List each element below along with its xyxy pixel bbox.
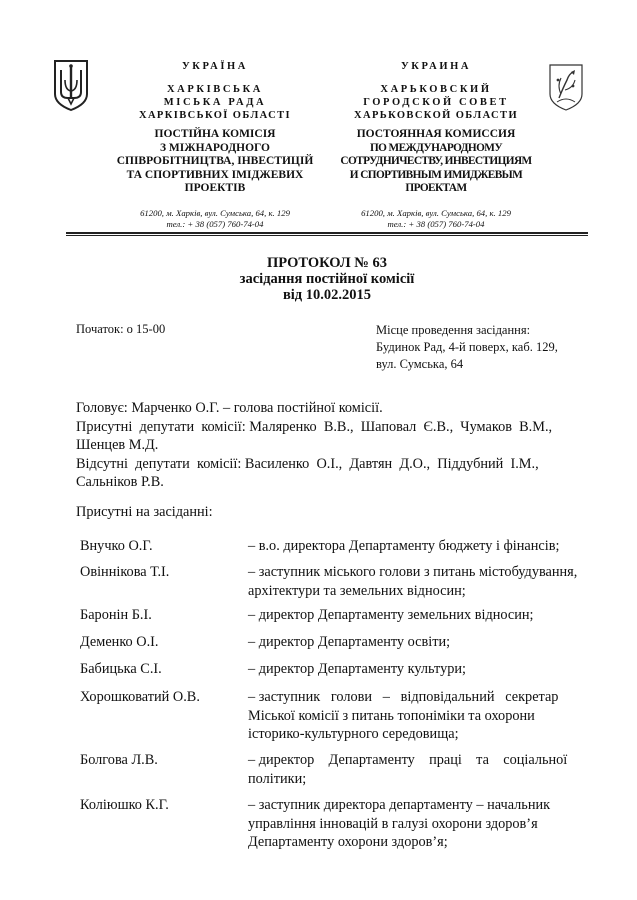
council-ru-line1: ХАРЬКОВСКИЙ	[380, 84, 492, 95]
ukraine-coat-of-arms-icon	[52, 58, 90, 112]
absent-deputies-line2: Сальніков Р.В.	[76, 474, 164, 490]
header-divider-thick	[66, 232, 588, 234]
present-deputies-line2: Шенцев М.Д.	[76, 437, 159, 453]
attendee-role	[248, 633, 588, 652]
attendee-role-line: політики;	[248, 770, 307, 787]
council-ua-line3: ХАРКІВСЬКОЇ ОБЛАСТІ	[138, 110, 292, 121]
protocol-date: від 10.02.2015	[282, 287, 372, 303]
attendee-name: Овіннікова Т.І.	[80, 564, 170, 580]
commission-ru-line4: И СПОРТИВНЫМ ИМИДЖЕВЫМ	[349, 168, 523, 181]
protocol-title: ПРОТОКОЛ № 63	[267, 255, 387, 271]
present-deputies-line1: Присутні депутати комісії: Маляренко В.В., Шаповал Є.В., Чумаков В.М.,	[76, 418, 553, 435]
attendee-role	[248, 796, 588, 852]
phone-ua: тел.: + 38 (057) 760-74-04	[166, 218, 264, 229]
attendee-name: Бабицька С.І.	[80, 661, 162, 677]
commission-ua-line3: СПІВРОБІТНИЦТВА, ІНВЕСТИЦІЙ	[116, 155, 314, 168]
commission-ru-line3: СОТРУДНИЧЕСТВУ, ИНВЕСТИЦИЯМ	[340, 155, 532, 168]
chair-line: Головує: Марченко О.Г. – голова постійної комісії.	[76, 400, 383, 416]
country-ua: УКРАЇНА	[181, 61, 248, 72]
absent-deputies-line1: Відсутні депутати комісії: Василенко О.І., Давтян Д.О., Піддубний І.М.,	[76, 455, 539, 472]
attendees-heading: Присутні на засіданні:	[76, 504, 213, 520]
attendee-role	[248, 537, 588, 556]
attendee-role-line: – директор Департаменту культури;	[248, 661, 467, 677]
council-ru-line3: ХАРЬКОВСКОЙ ОБЛАСТИ	[353, 110, 519, 121]
commission-ru-line5: ПРОЕКТАМ	[405, 182, 467, 195]
attendee-role-line: Департаменту охорони здоров’я;	[248, 834, 448, 850]
header-divider-thin	[66, 235, 588, 236]
meeting-place-label: Місце проведення засідання:	[376, 323, 531, 337]
meeting-place	[376, 322, 591, 373]
attendee-role	[248, 563, 588, 600]
commission-ua-line2: З МІЖНАРОДНОГО	[159, 141, 270, 154]
address-ru: 61200, м. Харків, вул. Сумська, 64, к. 129	[361, 207, 511, 218]
commission-ua-line4: ТА СПОРТИВНИХ ІМІДЖЕВИХ	[126, 168, 304, 181]
address-ua: 61200, м. Харків, вул. Сумська, 64, к. 129	[140, 207, 290, 218]
meeting-place-street: вул. Сумська, 64	[376, 357, 464, 371]
country-ru: УКРАИНА	[400, 61, 472, 72]
attendee-name: Внучко О.Г.	[80, 538, 153, 554]
commission-ua-line5: ПРОЕКТІВ	[184, 182, 246, 195]
kharkiv-city-emblem-icon	[547, 62, 585, 112]
attendee-name: Деменко О.І.	[80, 634, 159, 650]
attendee-name: Баронін Б.І.	[80, 607, 152, 623]
attendee-role-line: управління інновацій в галузі охорони здоров’я	[248, 815, 538, 832]
protocol-subtitle: засідання постійної комісії	[239, 271, 415, 287]
header-right	[330, 60, 542, 230]
attendee-role-line: – заступник міського голови з питань містобудування,	[248, 564, 578, 580]
attendee-role	[248, 688, 588, 744]
attendee-role-line: Міської комісії з питань топоніміки та охорони	[248, 707, 535, 724]
council-ua-line2: МІСЬКА РАДА	[163, 97, 267, 108]
council-ua-line1: ХАРКІВСЬКА	[166, 84, 263, 95]
header-left	[110, 60, 320, 230]
attendee-name: Коліюшко К.Г.	[80, 797, 169, 813]
attendee-name: Болгова Л.В.	[80, 752, 158, 768]
commission-ru-line1: ПОСТОЯННАЯ КОМИССИЯ	[356, 128, 516, 140]
meeting-start: Початок: о 15-00	[76, 322, 166, 336]
participants-block	[76, 399, 591, 492]
attendee-role-line: – директор Департаменту освіти;	[248, 634, 451, 650]
attendee-role-line: – директор Департаменту земельних відносин;	[248, 607, 534, 623]
attendee-role	[248, 606, 588, 625]
attendee-name: Хорошковатий О.В.	[80, 689, 200, 705]
meeting-place-address: Будинок Рад, 4-й поверх, каб. 129,	[376, 340, 558, 354]
attendee-role-line: – в.о. директора Департаменту бюджету і фінансів;	[248, 538, 560, 554]
attendee-role	[248, 660, 588, 679]
protocol-heading	[66, 255, 588, 303]
attendee-role-line: – директор Департаменту праці та соціальної	[248, 752, 568, 768]
commission-ua-line1: ПОСТІЙНА КОМІСІЯ	[154, 128, 276, 140]
attendee-role-line: – заступник директора департаменту – начальник	[248, 797, 551, 813]
attendee-role	[248, 751, 588, 788]
council-ru-line2: ГОРОДСКОЙ СОВЕТ	[363, 97, 509, 108]
phone-ru: тел.: + 38 (057) 760-74-04	[387, 218, 485, 229]
attendee-role-line: історико-культурного середовища;	[248, 726, 459, 742]
commission-ru-line2: ПО МЕЖДУНАРОДНОМУ	[369, 141, 503, 154]
attendee-role-line: архітектури та земельних відносин;	[248, 582, 466, 599]
attendee-role-line: – заступник голови – відповідальний секретар	[248, 689, 559, 705]
